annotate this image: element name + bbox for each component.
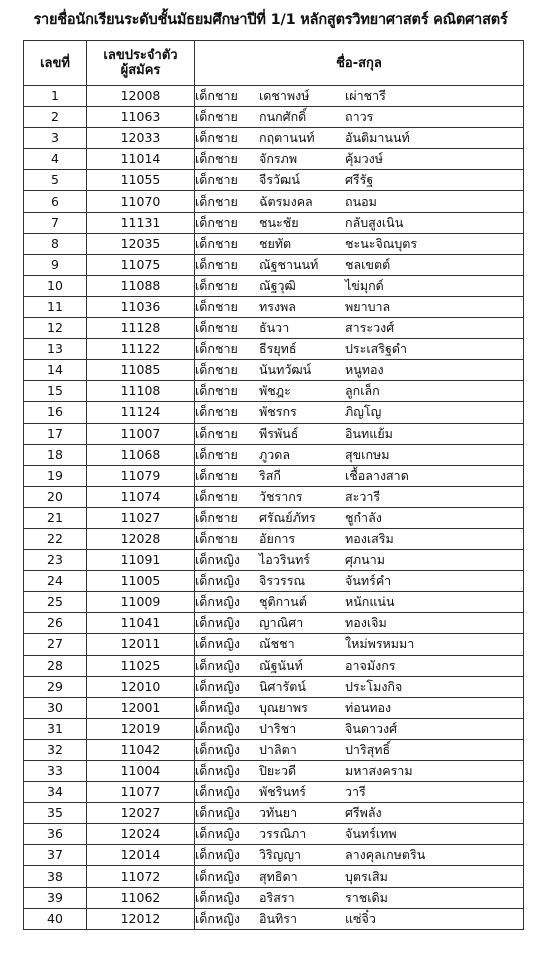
name-title: เด็กหญิง <box>195 552 240 568</box>
table-row <box>24 718 524 739</box>
applicant-id: 11075 <box>87 254 195 275</box>
table-row <box>24 528 524 549</box>
student-name <box>195 592 524 613</box>
name-title: เด็กชาย <box>195 88 238 104</box>
applicant-id: 11091 <box>87 550 195 571</box>
last-name: ประเสริฐดำ <box>345 341 408 357</box>
row-number: 30 <box>24 697 87 718</box>
name-title: เด็กชาย <box>195 256 238 272</box>
last-name: ท่อนทอง <box>345 699 392 715</box>
applicant-id: 11074 <box>87 486 195 507</box>
first-name: กนกศักดิ์ <box>259 109 307 125</box>
student-name <box>195 296 524 317</box>
first-name: พัชรกร <box>259 404 297 420</box>
student-name <box>195 571 524 592</box>
student-name <box>195 697 524 718</box>
table-row <box>24 887 524 908</box>
name-title: เด็กชาย <box>195 235 238 251</box>
applicant-id: 12012 <box>87 908 195 929</box>
table-row <box>24 339 524 360</box>
first-name: ทรงพล <box>259 298 296 314</box>
row-number: 11 <box>24 296 87 317</box>
applicant-id: 11007 <box>87 423 195 444</box>
name-title: เด็กชาย <box>195 446 238 462</box>
table-row <box>24 191 524 212</box>
student-name <box>195 824 524 845</box>
applicant-id: 12035 <box>87 233 195 254</box>
student-name <box>195 655 524 676</box>
table-row <box>24 423 524 444</box>
row-number: 16 <box>24 402 87 423</box>
student-name <box>195 128 524 149</box>
student-name <box>195 149 524 170</box>
applicant-id: 11036 <box>87 296 195 317</box>
last-name: ทองเสริม <box>345 531 394 547</box>
first-name: ณัฐชานนท์ <box>259 256 319 272</box>
name-title: เด็กชาย <box>195 362 238 378</box>
last-name: ปาริสุทธิ์ <box>345 741 391 757</box>
last-name: ถาวร <box>345 109 374 125</box>
applicant-id: 11004 <box>87 761 195 782</box>
table-row <box>24 613 524 634</box>
row-number: 12 <box>24 318 87 339</box>
name-title: เด็กชาย <box>195 404 238 420</box>
row-number: 1 <box>24 86 87 107</box>
name-title: เด็กหญิง <box>195 910 240 926</box>
row-number: 36 <box>24 824 87 845</box>
table-row <box>24 318 524 339</box>
applicant-id: 11085 <box>87 360 195 381</box>
row-number: 18 <box>24 444 87 465</box>
student-name <box>195 107 524 128</box>
student-name <box>195 465 524 486</box>
table-row <box>24 296 524 317</box>
name-title: เด็กหญิง <box>195 741 240 757</box>
last-name: ไข่มุกด์ <box>345 277 384 293</box>
row-number: 22 <box>24 528 87 549</box>
last-name: เผ่าชารี <box>345 88 386 104</box>
row-number: 28 <box>24 655 87 676</box>
row-number: 38 <box>24 866 87 887</box>
first-name: ชุติกานต์ <box>259 594 307 610</box>
first-name: อริสรา <box>259 889 295 905</box>
table-row <box>24 128 524 149</box>
name-title: เด็กหญิง <box>195 763 240 779</box>
student-name <box>195 676 524 697</box>
row-number: 29 <box>24 676 87 697</box>
first-name: วรรณิภา <box>259 826 307 842</box>
student-name <box>195 550 524 571</box>
table-body <box>24 86 524 930</box>
student-name <box>195 613 524 634</box>
name-title: เด็กชาย <box>195 383 238 399</box>
applicant-id: 11124 <box>87 402 195 423</box>
student-name <box>195 212 524 233</box>
name-title: เด็กหญิง <box>195 657 240 673</box>
name-title: เด็กชาย <box>195 193 238 209</box>
student-name <box>195 360 524 381</box>
applicant-id: 12027 <box>87 803 195 824</box>
row-number: 26 <box>24 613 87 634</box>
first-name: จักรภพ <box>259 151 298 167</box>
name-title: เด็กหญิง <box>195 868 240 884</box>
name-title: เด็กหญิง <box>195 615 240 631</box>
applicant-id: 11088 <box>87 275 195 296</box>
last-name: ศุภนาม <box>345 552 385 568</box>
student-name <box>195 86 524 107</box>
first-name: ธีรยุทธ์ <box>259 341 297 357</box>
table-row <box>24 381 524 402</box>
student-name <box>195 233 524 254</box>
last-name: อินทแย้ม <box>345 425 393 441</box>
name-title: เด็กชาย <box>195 109 238 125</box>
name-title: เด็กชาย <box>195 277 238 293</box>
student-name <box>195 318 524 339</box>
first-name: นันทวัฒน์ <box>259 362 312 378</box>
header-applicant-id-line1: เลขประจำตัว <box>103 48 178 63</box>
row-number: 7 <box>24 212 87 233</box>
last-name: จันทร์เทพ <box>345 826 397 842</box>
name-title: เด็กหญิง <box>195 678 240 694</box>
name-title: เด็กชาย <box>195 509 238 525</box>
name-title: เด็กชาย <box>195 172 238 188</box>
last-name: สะวารี <box>345 488 381 504</box>
header-applicant-id <box>87 41 195 86</box>
student-name <box>195 507 524 528</box>
first-name: ปาริชา <box>259 720 297 736</box>
row-number: 35 <box>24 803 87 824</box>
table-row <box>24 212 524 233</box>
name-title: เด็กหญิง <box>195 826 240 842</box>
applicant-id: 11070 <box>87 191 195 212</box>
table-row <box>24 360 524 381</box>
first-name: ชยทัต <box>259 235 292 251</box>
last-name: สาระวงศ์ <box>345 320 395 336</box>
name-title: เด็กหญิง <box>195 699 240 715</box>
last-name: แซ่จิ๋ว <box>345 910 376 926</box>
header-applicant-id-line2: ผู้สมัคร <box>120 63 161 78</box>
row-number: 14 <box>24 360 87 381</box>
row-number: 5 <box>24 170 87 191</box>
row-number: 19 <box>24 465 87 486</box>
table-row <box>24 486 524 507</box>
last-name: ศรีรัฐ <box>345 172 374 188</box>
last-name: ชะนะจิณบุตร <box>345 235 418 251</box>
applicant-id: 12028 <box>87 528 195 549</box>
last-name: อันติมานนท์ <box>345 130 410 146</box>
row-number: 10 <box>24 275 87 296</box>
last-name: ชลเขตต์ <box>345 256 391 272</box>
student-name <box>195 339 524 360</box>
first-name: พีรพันธ์ <box>259 425 299 441</box>
first-name: ธันวา <box>259 320 290 336</box>
row-number: 4 <box>24 149 87 170</box>
applicant-id: 11025 <box>87 655 195 676</box>
row-number: 3 <box>24 128 87 149</box>
applicant-id: 11055 <box>87 170 195 191</box>
student-name <box>195 761 524 782</box>
first-name: ปาลิตา <box>259 741 297 757</box>
row-number: 37 <box>24 845 87 866</box>
applicant-id: 12011 <box>87 634 195 655</box>
last-name: พยาบาล <box>345 298 391 314</box>
row-number: 32 <box>24 739 87 760</box>
applicant-id: 11063 <box>87 107 195 128</box>
last-name: คุ้มวงษ์ <box>345 151 383 167</box>
table-row <box>24 107 524 128</box>
first-name: ณัชชา <box>259 636 295 652</box>
table-row <box>24 275 524 296</box>
table-row <box>24 803 524 824</box>
last-name: ภิญโญ <box>345 404 382 420</box>
row-number: 17 <box>24 423 87 444</box>
header-number: เลขที่ <box>24 41 87 86</box>
table-row <box>24 908 524 929</box>
applicant-id: 11131 <box>87 212 195 233</box>
name-title: เด็กชาย <box>195 151 238 167</box>
applicant-id: 12001 <box>87 697 195 718</box>
first-name: วัชรากร <box>259 488 303 504</box>
first-name: ปิยะวดี <box>259 763 297 779</box>
applicant-id: 11072 <box>87 866 195 887</box>
last-name: ชูกำลัง <box>345 509 382 525</box>
table-row <box>24 634 524 655</box>
table-row <box>24 697 524 718</box>
student-name <box>195 718 524 739</box>
table-row <box>24 655 524 676</box>
last-name: หนูทอง <box>345 362 384 378</box>
last-name: สุขเกษม <box>345 446 390 462</box>
first-name: ศรัณย์ภัทร <box>259 509 316 525</box>
first-name: กฤตานนท์ <box>259 130 315 146</box>
header-name: ชื่อ-สกุล <box>195 41 524 86</box>
table-row <box>24 761 524 782</box>
last-name: จันทร์คำ <box>345 573 392 589</box>
last-name: อาจมังกร <box>345 657 396 673</box>
table-row <box>24 507 524 528</box>
name-title: เด็กหญิง <box>195 847 240 863</box>
name-title: เด็กหญิง <box>195 889 240 905</box>
row-number: 33 <box>24 761 87 782</box>
last-name: วารี <box>345 784 366 800</box>
name-title: เด็กหญิง <box>195 594 240 610</box>
table-row <box>24 233 524 254</box>
row-number: 13 <box>24 339 87 360</box>
name-title: เด็กหญิง <box>195 784 240 800</box>
last-name: บุตรเสิม <box>345 868 388 884</box>
table-row <box>24 465 524 486</box>
applicant-id: 11077 <box>87 782 195 803</box>
applicant-id: 11042 <box>87 739 195 760</box>
first-name: ฉัตรมงคล <box>259 193 313 209</box>
student-name <box>195 486 524 507</box>
table-row <box>24 402 524 423</box>
first-name: วทันยา <box>259 805 298 821</box>
row-number: 27 <box>24 634 87 655</box>
row-number: 15 <box>24 381 87 402</box>
last-name: ใหม่พรหมมา <box>345 636 415 652</box>
table-row <box>24 444 524 465</box>
name-title: เด็กชาย <box>195 130 238 146</box>
table-row <box>24 86 524 107</box>
applicant-id: 12014 <box>87 845 195 866</box>
applicant-id: 12033 <box>87 128 195 149</box>
first-name: พัชฎะ <box>259 383 291 399</box>
last-name: ประโมงกิจ <box>345 678 403 694</box>
student-name <box>195 634 524 655</box>
student-name <box>195 170 524 191</box>
name-title: เด็กหญิง <box>195 720 240 736</box>
row-number: 20 <box>24 486 87 507</box>
name-title: เด็กชาย <box>195 341 238 357</box>
name-title: เด็กชาย <box>195 531 238 547</box>
header-row <box>24 41 524 86</box>
name-title: เด็กชาย <box>195 214 238 230</box>
applicant-id: 11079 <box>87 465 195 486</box>
applicant-id: 12019 <box>87 718 195 739</box>
applicant-id: 11128 <box>87 318 195 339</box>
table-row <box>24 592 524 613</box>
applicant-id: 11108 <box>87 381 195 402</box>
first-name: วิริญญา <box>259 847 302 863</box>
first-name: นิศารัตน์ <box>259 678 306 694</box>
name-title: เด็กหญิง <box>195 805 240 821</box>
first-name: ณัฐวุฒิ <box>259 277 296 293</box>
student-name <box>195 845 524 866</box>
last-name: ราชเดิม <box>345 889 388 905</box>
student-name <box>195 402 524 423</box>
last-name: ทองเจิม <box>345 615 387 631</box>
table-row <box>24 845 524 866</box>
student-roster-table <box>23 40 524 930</box>
student-name <box>195 191 524 212</box>
table-row <box>24 676 524 697</box>
first-name: บุณยาพร <box>259 699 308 715</box>
applicant-id: 11062 <box>87 887 195 908</box>
first-name: จีรวัฒน์ <box>259 172 300 188</box>
student-name <box>195 803 524 824</box>
student-name <box>195 908 524 929</box>
row-number: 6 <box>24 191 87 212</box>
row-number: 40 <box>24 908 87 929</box>
first-name: ญาณิศา <box>259 615 304 631</box>
name-title: เด็กชาย <box>195 467 238 483</box>
last-name: ลูกเล็ก <box>345 383 380 399</box>
table-row <box>24 739 524 760</box>
applicant-id: 12008 <box>87 86 195 107</box>
table-row <box>24 782 524 803</box>
student-name <box>195 528 524 549</box>
student-name <box>195 381 524 402</box>
applicant-id: 11122 <box>87 339 195 360</box>
name-title: เด็กชาย <box>195 425 238 441</box>
row-number: 25 <box>24 592 87 613</box>
student-name <box>195 866 524 887</box>
table-row <box>24 170 524 191</box>
row-number: 31 <box>24 718 87 739</box>
applicant-id: 12024 <box>87 824 195 845</box>
applicant-id: 11068 <box>87 444 195 465</box>
row-number: 34 <box>24 782 87 803</box>
name-title: เด็กชาย <box>195 320 238 336</box>
last-name: ลางคุลเกษตริน <box>345 847 426 863</box>
applicant-id: 11027 <box>87 507 195 528</box>
student-name <box>195 444 524 465</box>
first-name: เดชาพงษ์ <box>259 88 310 104</box>
student-name <box>195 782 524 803</box>
last-name: ถนอม <box>345 193 377 209</box>
last-name: จินดาวงศ์ <box>345 720 398 736</box>
student-name <box>195 254 524 275</box>
name-title: เด็กชาย <box>195 488 238 504</box>
row-number: 39 <box>24 887 87 908</box>
first-name: ณัฐนันท์ <box>259 657 303 673</box>
last-name: เชื้อลางสาด <box>345 467 409 483</box>
last-name: หนักแน่น <box>345 594 395 610</box>
first-name: พัชรินทร์ <box>259 784 306 800</box>
student-name <box>195 423 524 444</box>
row-number: 2 <box>24 107 87 128</box>
applicant-id: 12010 <box>87 676 195 697</box>
table-row <box>24 254 524 275</box>
applicant-id: 11014 <box>87 149 195 170</box>
row-number: 9 <box>24 254 87 275</box>
last-name: กลับสูงเนิน <box>345 214 404 230</box>
student-name <box>195 887 524 908</box>
first-name: จิรวรรณ <box>259 573 306 589</box>
row-number: 8 <box>24 233 87 254</box>
applicant-id: 11009 <box>87 592 195 613</box>
name-title: เด็กหญิง <box>195 636 240 652</box>
table-row <box>24 866 524 887</box>
row-number: 21 <box>24 507 87 528</box>
first-name: สุทธิดา <box>259 868 298 884</box>
last-name: ศรีพลัง <box>345 805 382 821</box>
first-name: อินทิรา <box>259 910 298 926</box>
first-name: อัยการ <box>259 531 296 547</box>
first-name: ไอวรินทร์ <box>259 552 311 568</box>
first-name: ชนะชัย <box>259 214 299 230</box>
document-title: รายชื่อนักเรียนระดับชั้นมัธยมศึกษาปีที่ 1/1 หลักสูตรวิทยาศาสตร์ คณิตศาสตร์ <box>33 12 508 28</box>
applicant-id: 11041 <box>87 613 195 634</box>
first-name: ภูวดล <box>259 446 291 462</box>
applicant-id: 11005 <box>87 571 195 592</box>
table-row <box>24 550 524 571</box>
table-row <box>24 824 524 845</box>
table-row <box>24 149 524 170</box>
table-row <box>24 571 524 592</box>
row-number: 23 <box>24 550 87 571</box>
student-name <box>195 275 524 296</box>
student-name <box>195 739 524 760</box>
row-number: 24 <box>24 571 87 592</box>
first-name: ริสกี <box>259 467 281 483</box>
last-name: มหาสงคราม <box>345 763 413 779</box>
name-title: เด็กหญิง <box>195 573 240 589</box>
name-title: เด็กชาย <box>195 298 238 314</box>
